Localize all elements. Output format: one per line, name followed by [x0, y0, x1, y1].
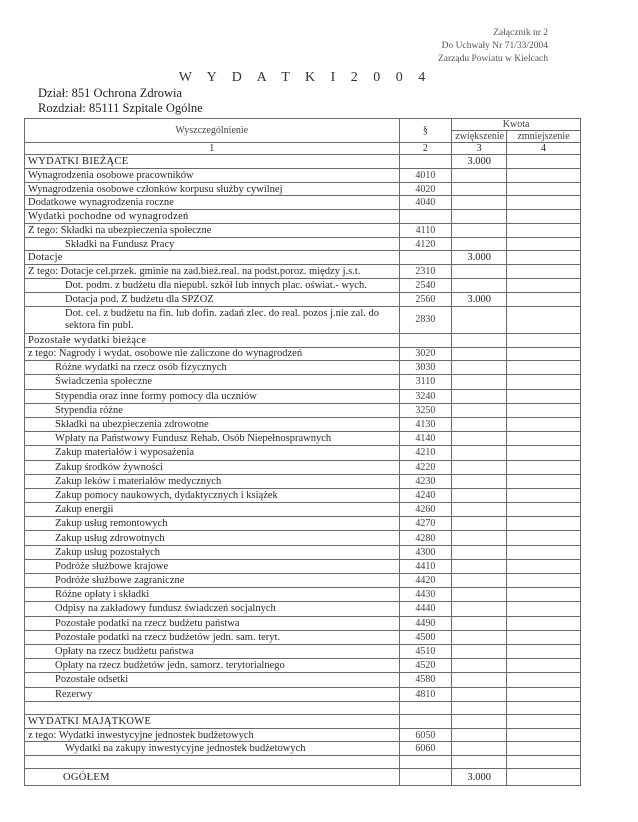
row-description: WYDATKI MAJĄTKOWE	[25, 714, 400, 728]
row-paragraph: 4040	[399, 196, 452, 210]
row-paragraph: 3240	[399, 389, 452, 403]
table-row	[25, 237, 581, 251]
row-paragraph: 4410	[399, 559, 452, 573]
row-increase	[452, 389, 507, 403]
row-decrease	[507, 574, 581, 588]
row-decrease	[507, 531, 581, 545]
row-increase	[452, 714, 507, 728]
row-increase	[452, 265, 507, 279]
row-description: Pozostałe wydatki bieżące	[25, 333, 400, 347]
table-row	[25, 488, 581, 502]
table-row	[25, 224, 581, 238]
row-decrease	[507, 306, 581, 333]
row-description: Świadczenia społeczne	[25, 375, 400, 389]
row-paragraph	[399, 714, 452, 728]
row-paragraph: 3250	[399, 403, 452, 417]
table-row	[25, 361, 581, 375]
row-paragraph	[399, 701, 452, 714]
row-paragraph: 4010	[399, 169, 452, 183]
row-increase	[452, 742, 507, 756]
row-paragraph	[399, 251, 452, 265]
row-paragraph: 4510	[399, 644, 452, 658]
table-row	[25, 460, 581, 474]
row-paragraph: 4020	[399, 182, 452, 196]
column-header-paragraph: §	[399, 119, 452, 143]
row-paragraph: 4230	[399, 474, 452, 488]
row-description: Dotacja pod. Z budżetu dla SPZOZ	[25, 292, 400, 306]
row-description: Opłaty na rzecz budżetów jedn. samorz. terytorialnego	[25, 659, 400, 673]
section-row	[25, 210, 581, 224]
row-description: Wydatki pochodne od wynagrodzeń	[25, 210, 400, 224]
row-decrease	[507, 756, 581, 769]
row-paragraph: 3030	[399, 361, 452, 375]
row-increase	[452, 446, 507, 460]
table-row	[25, 630, 581, 644]
row-decrease	[507, 403, 581, 417]
row-description: Wynagrodzenia osobowe członków korpusu służby cywilnej	[25, 182, 400, 196]
document-title: W Y D A T K I 2 0 0 4	[178, 70, 432, 85]
row-decrease	[507, 728, 581, 742]
row-increase	[452, 237, 507, 251]
row-increase	[452, 182, 507, 196]
row-description: Różne opłaty i składki	[25, 588, 400, 602]
table-row	[25, 742, 581, 756]
row-paragraph: 4810	[399, 687, 452, 701]
row-description: z tego: Nagrody i wydat. osobowe nie zaliczone do wynagrodzeń	[25, 347, 400, 361]
table-row	[25, 728, 581, 742]
row-description: Składki na Fundusz Pracy	[25, 237, 400, 251]
column-header-increase: zwiększenie	[452, 131, 507, 143]
row-decrease	[507, 673, 581, 687]
section-row	[25, 155, 581, 169]
table-row	[25, 701, 581, 714]
row-increase	[452, 559, 507, 573]
table-row	[25, 756, 581, 769]
row-increase	[452, 503, 507, 517]
row-increase	[452, 460, 507, 474]
row-increase	[452, 224, 507, 238]
row-decrease	[507, 182, 581, 196]
row-description: Zakup usług zdrowotnych	[25, 531, 400, 545]
row-increase	[452, 644, 507, 658]
row-paragraph	[399, 756, 452, 769]
column-number: 4	[507, 143, 581, 155]
table-row	[25, 659, 581, 673]
row-decrease	[507, 460, 581, 474]
table-row	[25, 375, 581, 389]
row-increase	[452, 347, 507, 361]
row-increase	[452, 403, 507, 417]
row-paragraph: 6060	[399, 742, 452, 756]
row-description	[25, 756, 400, 769]
row-description	[25, 701, 400, 714]
row-decrease	[507, 251, 581, 265]
row-increase	[452, 756, 507, 769]
row-paragraph: 2310	[399, 265, 452, 279]
row-paragraph: 4300	[399, 545, 452, 559]
row-decrease	[507, 616, 581, 630]
row-decrease	[507, 714, 581, 728]
row-decrease	[507, 446, 581, 460]
row-decrease	[507, 333, 581, 347]
table-row	[25, 616, 581, 630]
section-row	[25, 714, 581, 728]
row-description: Podróże służbowe zagraniczne	[25, 574, 400, 588]
row-decrease	[507, 169, 581, 183]
column-header-amount: Kwota	[452, 119, 581, 131]
row-description: Dot. cel. z budżetu na fin. lub dofin. zadań zlec. do real. pozos j.nie zal. do sektora fin publ.	[25, 306, 400, 333]
row-decrease	[507, 210, 581, 224]
row-paragraph: 4430	[399, 588, 452, 602]
row-description: Zakup energii	[25, 503, 400, 517]
row-paragraph: 4210	[399, 446, 452, 460]
row-paragraph: 4260	[399, 503, 452, 517]
table-row	[25, 687, 581, 701]
table-row	[25, 602, 581, 616]
column-header-description: Wyszczególnienie	[25, 119, 400, 143]
row-increase	[452, 602, 507, 616]
row-increase	[452, 210, 507, 224]
row-paragraph: 4130	[399, 417, 452, 431]
row-description: Podróże służbowe krajowe	[25, 559, 400, 573]
row-decrease	[507, 361, 581, 375]
row-increase	[452, 673, 507, 687]
row-description: Zakup materiałów i wyposażenia	[25, 446, 400, 460]
row-increase	[452, 517, 507, 531]
table-row	[25, 432, 581, 446]
row-increase	[452, 630, 507, 644]
row-paragraph: 4220	[399, 460, 452, 474]
row-decrease	[507, 701, 581, 714]
table-row	[25, 588, 581, 602]
row-increase	[452, 728, 507, 742]
row-paragraph: 4490	[399, 616, 452, 630]
row-decrease	[507, 630, 581, 644]
row-decrease	[507, 488, 581, 502]
row-decrease	[507, 687, 581, 701]
table-row	[25, 673, 581, 687]
row-increase	[452, 531, 507, 545]
row-increase	[452, 474, 507, 488]
row-paragraph: 4120	[399, 237, 452, 251]
row-paragraph	[399, 210, 452, 224]
row-increase	[452, 417, 507, 431]
table-row	[25, 517, 581, 531]
row-description: Pozostałe podatki na rzecz budżetów jedn. sam. teryt.	[25, 630, 400, 644]
row-increase: 3.000	[452, 292, 507, 306]
row-decrease	[507, 545, 581, 559]
row-description: Zakup leków i materiałów medycznych	[25, 474, 400, 488]
row-paragraph	[399, 333, 452, 347]
row-description: Zakup usług remontowych	[25, 517, 400, 531]
attachment-note-line: Do Uchwały Nr 71/33/2004	[441, 41, 548, 51]
table-row	[25, 403, 581, 417]
row-decrease	[507, 602, 581, 616]
row-paragraph	[399, 769, 452, 786]
row-increase: 3.000	[452, 155, 507, 169]
row-decrease	[507, 292, 581, 306]
chapter-label: Rozdział: 85111 Szpitale Ogólne	[38, 101, 203, 115]
row-decrease	[507, 503, 581, 517]
row-decrease	[507, 155, 581, 169]
row-decrease	[507, 517, 581, 531]
row-description: Z tego: Dotacje cel.przek. gminie na zad.bież.real. na podst.poroz. między j.s.t.	[25, 265, 400, 279]
row-increase	[452, 545, 507, 559]
table-row	[25, 196, 581, 210]
table-row	[25, 347, 581, 361]
row-increase	[452, 701, 507, 714]
row-decrease	[507, 559, 581, 573]
row-paragraph: 4520	[399, 659, 452, 673]
row-description: Opłaty na rzecz budżetu państwa	[25, 644, 400, 658]
row-increase	[452, 432, 507, 446]
row-description: Rezerwy	[25, 687, 400, 701]
row-description: Stypendia oraz inne formy pomocy dla uczniów	[25, 389, 400, 403]
row-increase	[452, 196, 507, 210]
row-decrease	[507, 224, 581, 238]
table-row	[25, 279, 581, 293]
row-decrease	[507, 279, 581, 293]
row-description: Zakup usług pozostałych	[25, 545, 400, 559]
row-paragraph: 4280	[399, 531, 452, 545]
row-paragraph	[399, 155, 452, 169]
row-description: OGÓŁEM	[25, 769, 400, 786]
row-decrease	[507, 432, 581, 446]
section-row	[25, 251, 581, 265]
row-decrease	[507, 659, 581, 673]
row-description: Dodatkowe wynagrodzenia roczne	[25, 196, 400, 210]
table-row	[25, 182, 581, 196]
row-increase	[452, 279, 507, 293]
table-row	[25, 644, 581, 658]
table-row	[25, 265, 581, 279]
row-increase: 3.000	[452, 769, 507, 786]
row-decrease	[507, 588, 581, 602]
section-row	[25, 333, 581, 347]
attachment-note-line: Załącznik nr 2	[493, 28, 548, 38]
row-description: Dot. podm. z budżetu dla niepubl. szkół lub innych plac. oświat.- wych.	[25, 279, 400, 293]
row-increase: 3.000	[452, 251, 507, 265]
row-description: Wpłaty na Państwowy Fundusz Rehab. Osób Niepełnosprawnych	[25, 432, 400, 446]
row-paragraph: 3110	[399, 375, 452, 389]
row-paragraph: 2540	[399, 279, 452, 293]
attachment-note	[438, 27, 548, 66]
column-number: 3	[452, 143, 507, 155]
row-decrease	[507, 347, 581, 361]
table-row	[25, 306, 581, 333]
table-row	[25, 531, 581, 545]
row-decrease	[507, 237, 581, 251]
row-paragraph: 4420	[399, 574, 452, 588]
attachment-note-line: Zarządu Powiatu w Kielcach	[438, 54, 548, 64]
table-row	[25, 292, 581, 306]
row-increase	[452, 574, 507, 588]
row-description: Stypendia różne	[25, 403, 400, 417]
row-decrease	[507, 474, 581, 488]
row-decrease	[507, 742, 581, 756]
row-increase	[452, 588, 507, 602]
row-decrease	[507, 644, 581, 658]
row-paragraph: 4270	[399, 517, 452, 531]
table-row	[25, 559, 581, 573]
row-increase	[452, 616, 507, 630]
row-increase	[452, 333, 507, 347]
expenses-table	[24, 118, 581, 786]
row-increase	[452, 361, 507, 375]
row-description: Z tego: Składki na ubezpieczenia społeczne	[25, 224, 400, 238]
table-row	[25, 474, 581, 488]
row-description: Wynagrodzenia osobowe pracowników	[25, 169, 400, 183]
table-row	[25, 389, 581, 403]
row-description: WYDATKI BIEŻĄCE	[25, 155, 400, 169]
division-label: Dział: 851 Ochrona Zdrowia	[38, 86, 183, 100]
row-paragraph: 4240	[399, 488, 452, 502]
row-increase	[452, 687, 507, 701]
column-number: 2	[399, 143, 452, 155]
row-decrease	[507, 196, 581, 210]
row-increase	[452, 659, 507, 673]
row-paragraph: 2560	[399, 292, 452, 306]
row-description: Składki na ubezpieczenia zdrowotne	[25, 417, 400, 431]
row-description: z tego: Wydatki inwestycyjne jednostek budżetowych	[25, 728, 400, 742]
table-row	[25, 417, 581, 431]
row-increase	[452, 306, 507, 333]
row-paragraph: 4440	[399, 602, 452, 616]
table-row	[25, 446, 581, 460]
row-description: Zakup środków żywności	[25, 460, 400, 474]
row-paragraph: 6050	[399, 728, 452, 742]
row-paragraph: 4140	[399, 432, 452, 446]
row-description: Zakup pomocy naukowych, dydaktycznych i książek	[25, 488, 400, 502]
row-paragraph: 4500	[399, 630, 452, 644]
table-row	[25, 545, 581, 559]
row-increase	[452, 375, 507, 389]
table-row	[25, 169, 581, 183]
row-description: Odpisy na zakładowy fundusz świadczeń socjalnych	[25, 602, 400, 616]
row-decrease	[507, 265, 581, 279]
row-decrease	[507, 417, 581, 431]
column-number: 1	[25, 143, 400, 155]
row-description: Różne wydatki na rzecz osób fizycznych	[25, 361, 400, 375]
row-paragraph: 4580	[399, 673, 452, 687]
column-header-decrease: zmniejszenie	[507, 131, 581, 143]
row-decrease	[507, 375, 581, 389]
row-description: Pozostałe odsetki	[25, 673, 400, 687]
table-row	[25, 503, 581, 517]
row-increase	[452, 488, 507, 502]
row-decrease	[507, 769, 581, 786]
row-paragraph: 3020	[399, 347, 452, 361]
row-decrease	[507, 389, 581, 403]
row-description: Dotacje	[25, 251, 400, 265]
table-row	[25, 574, 581, 588]
row-paragraph: 4110	[399, 224, 452, 238]
row-paragraph: 2830	[399, 306, 452, 333]
row-increase	[452, 169, 507, 183]
row-description: Pozostałe podatki na rzecz budżetu państwa	[25, 616, 400, 630]
section-row	[25, 769, 581, 786]
row-description: Wydatki na zakupy inwestycyjne jednostek budżetowych	[25, 742, 400, 756]
